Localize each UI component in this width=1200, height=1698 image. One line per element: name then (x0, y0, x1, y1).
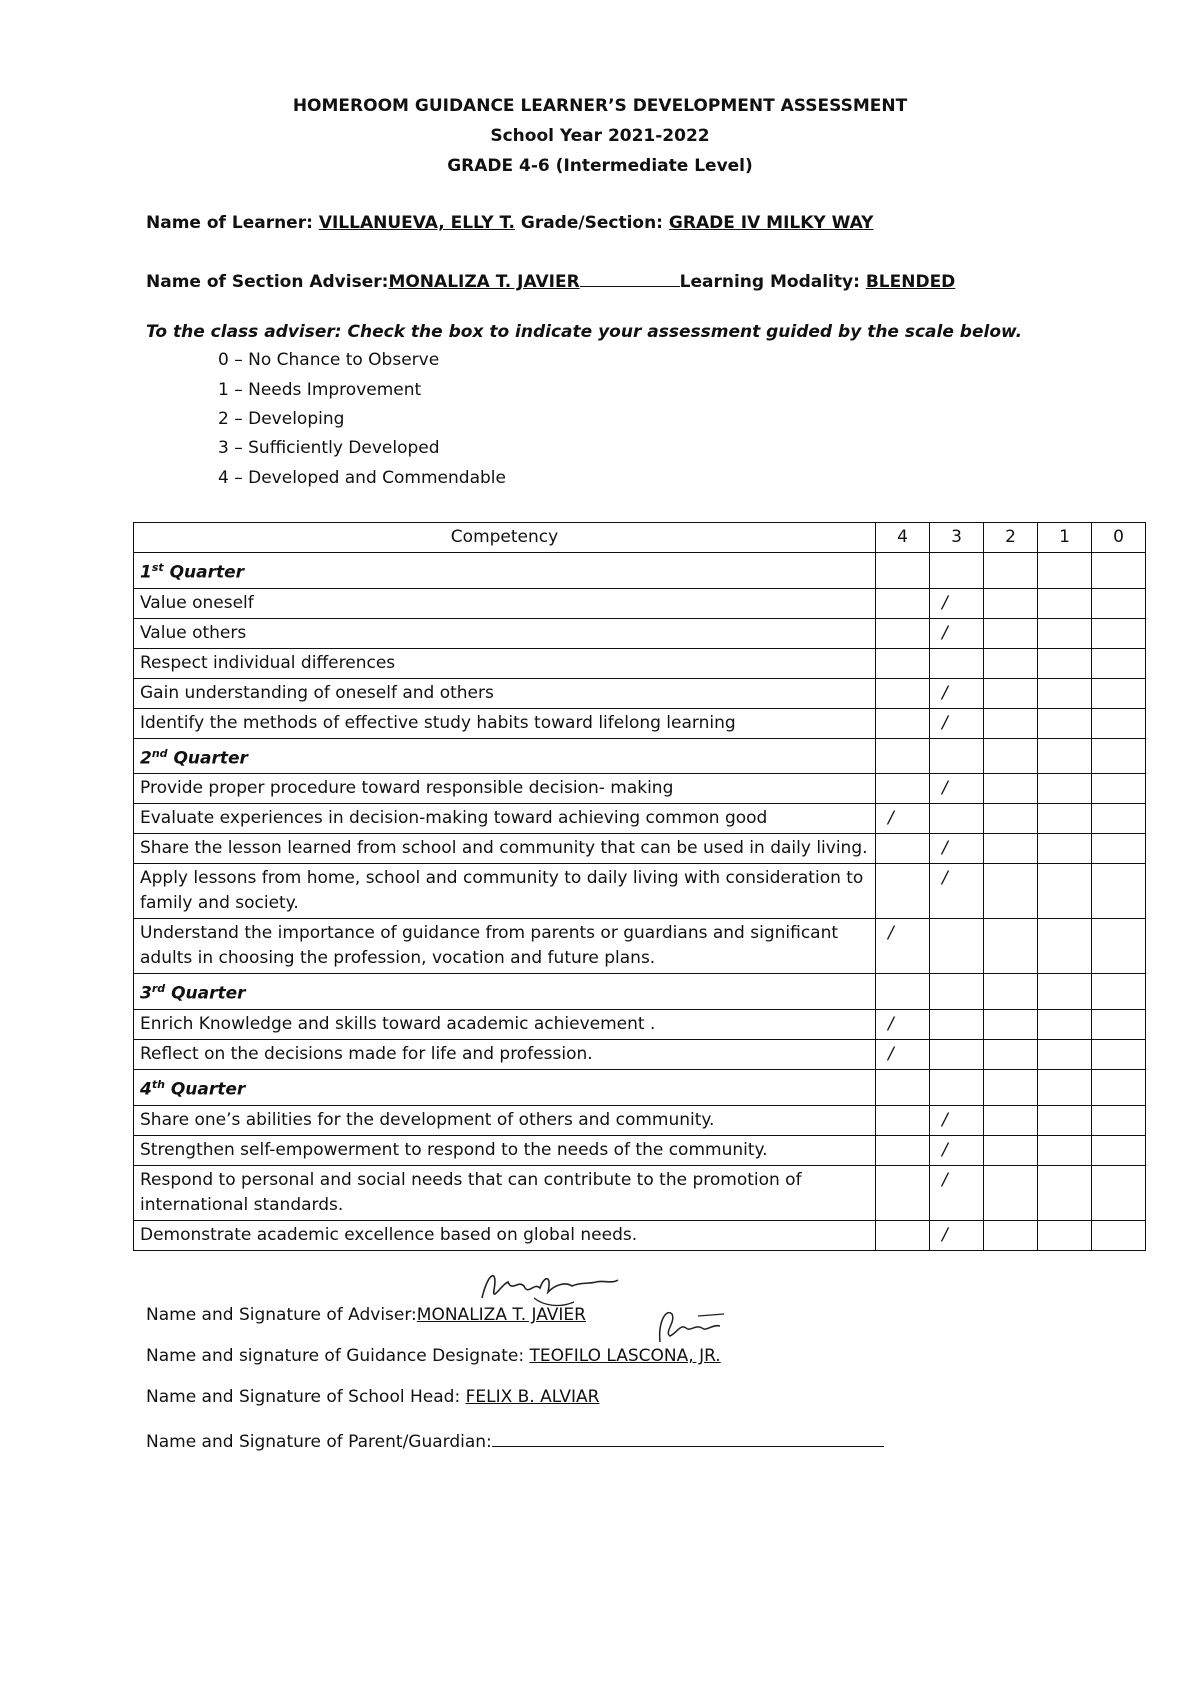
rating-cell-2[interactable] (984, 1009, 1038, 1039)
rating-cell-1[interactable] (1038, 774, 1092, 804)
header-rating-2: 2 (984, 523, 1038, 553)
rating-cell-3[interactable] (930, 708, 984, 738)
table-row (134, 588, 1146, 618)
quarter-row (134, 553, 1146, 589)
parent-signature-label: Name and Signature of Parent/Guardian: (146, 1432, 492, 1452)
parent-signature-line (146, 1428, 884, 1452)
check-mark: / (942, 1224, 948, 1245)
rating-cell-3[interactable] (930, 1039, 984, 1069)
rating-cell-3[interactable] (930, 588, 984, 618)
quarter-number: 2 (140, 748, 152, 769)
competency-cell: Identify the methods of effective study habits toward lifelong learning (134, 708, 876, 738)
rating-cell-0[interactable] (1092, 804, 1146, 834)
competency-cell: Apply lessons from home, school and community to daily living with consideration to family and society. (134, 864, 876, 919)
rating-cell-4[interactable] (876, 804, 930, 834)
competency-cell: Evaluate experiences in decision-making toward achieving common good (134, 804, 876, 834)
school-year: School Year 2021-2022 (490, 126, 710, 146)
quarter-row (134, 974, 1146, 1010)
table-row (134, 648, 1146, 678)
guidance-signature-line (146, 1346, 721, 1366)
rating-cell-1[interactable] (1038, 708, 1092, 738)
rating-cell (984, 553, 1038, 589)
quarter-label (134, 974, 876, 1010)
competency-cell: Respond to personal and social needs that can contribute to the promotion of international standards. (134, 1165, 876, 1220)
rating-cell-0[interactable] (1092, 919, 1146, 974)
rating-cell-3[interactable] (930, 1220, 984, 1250)
scale-item-2: 2 – Developing (218, 409, 345, 429)
learner-name: VILLANUEVA, ELLY T. (318, 213, 515, 233)
header-rating-0: 0 (1092, 523, 1146, 553)
check-mark: / (942, 1139, 948, 1160)
rating-cell-0[interactable] (1092, 588, 1146, 618)
rating-cell (876, 553, 930, 589)
learner-name-label: Name of Learner: (146, 213, 313, 233)
rating-cell-3[interactable] (930, 919, 984, 974)
guidance-signature-image (650, 1302, 730, 1350)
check-mark: / (942, 838, 948, 859)
rating-cell-2[interactable] (984, 648, 1038, 678)
rating-cell (984, 1069, 1038, 1105)
rating-cell-4[interactable] (876, 588, 930, 618)
rating-cell-1[interactable] (1038, 588, 1092, 618)
check-mark: / (942, 682, 948, 703)
header-rating-3: 3 (930, 523, 984, 553)
quarter-number: 3 (140, 983, 152, 1004)
rating-cell-2[interactable] (984, 1135, 1038, 1165)
section-adviser-name: MONALIZA T. JAVIER (388, 272, 580, 292)
rating-cell-4[interactable] (876, 678, 930, 708)
rating-cell-1[interactable] (1038, 834, 1092, 864)
rating-cell-1[interactable] (1038, 1165, 1092, 1220)
rating-cell (1038, 553, 1092, 589)
check-mark: / (942, 622, 948, 643)
rating-cell-2[interactable] (984, 919, 1038, 974)
rating-cell-1[interactable] (1038, 1220, 1092, 1250)
grade-section-label: Grade/Section: (520, 213, 663, 233)
competency-cell: Understand the importance of guidance from parents or guardians and significant adults in choosing the profession, vocation and future plans. (134, 919, 876, 974)
adviser-signature-label: Name and Signature of Adviser: (146, 1305, 417, 1325)
scale-item-3: 3 – Sufficiently Developed (218, 438, 440, 458)
rating-cell-3[interactable] (930, 678, 984, 708)
header-competency: Competency (134, 523, 876, 553)
scale-item-1: 1 – Needs Improvement (218, 380, 422, 400)
rating-cell-2[interactable] (984, 618, 1038, 648)
quarter-row (134, 738, 1146, 774)
quarter-number: 4 (140, 1079, 152, 1100)
head-signature-line (146, 1387, 599, 1407)
table-row (134, 1039, 1146, 1069)
competency-cell: Enrich Knowledge and skills toward academic achievement . (134, 1009, 876, 1039)
rating-cell-4[interactable] (876, 1165, 930, 1220)
table-row (134, 804, 1146, 834)
table-row (134, 708, 1146, 738)
check-mark: / (942, 868, 948, 889)
rating-cell-0[interactable] (1092, 1039, 1146, 1069)
rating-cell (984, 974, 1038, 1010)
rating-cell-3[interactable] (930, 648, 984, 678)
check-mark: / (942, 712, 948, 733)
rating-cell (1038, 1069, 1092, 1105)
instructions: To the class adviser: Check the box to indicate your assessment guided by the scale below. (146, 322, 1023, 342)
rating-cell-4[interactable] (876, 1135, 930, 1165)
table-row (134, 1009, 1146, 1039)
header-rating-4: 4 (876, 523, 930, 553)
rating-cell-3[interactable] (930, 1165, 984, 1220)
rating-cell-4[interactable] (876, 919, 930, 974)
rating-cell (1092, 974, 1146, 1010)
rating-cell (1038, 738, 1092, 774)
competency-cell: Reflect on the decisions made for life and profession. (134, 1039, 876, 1069)
rating-cell-3[interactable] (930, 804, 984, 834)
rating-cell-2[interactable] (984, 588, 1038, 618)
competency-cell: Share the lesson learned from school and community that can be used in daily living. (134, 834, 876, 864)
learner-line (146, 213, 873, 233)
competency-cell: Demonstrate academic excellence based on global needs. (134, 1220, 876, 1250)
rating-cell-0[interactable] (1092, 1009, 1146, 1039)
competency-cell: Respect individual differences (134, 648, 876, 678)
grade-section: GRADE IV MILKY WAY (668, 213, 874, 233)
check-mark: / (888, 1043, 894, 1064)
rating-cell-1[interactable] (1038, 919, 1092, 974)
rating-cell (930, 974, 984, 1010)
quarter-number: 1 (140, 562, 152, 583)
adviser-blank-line (580, 268, 680, 287)
quarter-label (134, 553, 876, 589)
rating-cell-3[interactable] (930, 618, 984, 648)
competency-cell: Share one’s abilities for the development of others and community. (134, 1105, 876, 1135)
rating-cell-2[interactable] (984, 864, 1038, 919)
rating-cell-2[interactable] (984, 678, 1038, 708)
rating-cell-3[interactable] (930, 1009, 984, 1039)
rating-cell-2[interactable] (984, 1039, 1038, 1069)
rating-cell-2[interactable] (984, 774, 1038, 804)
quarter-row (134, 1069, 1146, 1105)
rating-cell-0[interactable] (1092, 1220, 1146, 1250)
rating-cell-3[interactable] (930, 1105, 984, 1135)
rating-cell-4[interactable] (876, 648, 930, 678)
competency-table (133, 522, 1146, 1251)
rating-cell (876, 974, 930, 1010)
guidance-signature-name: TEOFILO LASCONA, JR. (529, 1346, 721, 1366)
rating-cell (1092, 738, 1146, 774)
rating-cell-3[interactable] (930, 834, 984, 864)
rating-cell-4[interactable] (876, 1105, 930, 1135)
quarter-word: Quarter (171, 983, 246, 1004)
head-signature-label: Name and Signature of School Head: (146, 1387, 461, 1407)
table-row (134, 1220, 1146, 1250)
rating-cell-1[interactable] (1038, 864, 1092, 919)
rating-cell-0[interactable] (1092, 1135, 1146, 1165)
rating-cell-2[interactable] (984, 834, 1038, 864)
quarter-word: Quarter (173, 748, 248, 769)
check-mark: / (942, 1109, 948, 1130)
quarter-word: Quarter (169, 562, 245, 583)
rating-cell (930, 553, 984, 589)
quarter-label (134, 738, 876, 774)
learning-modality-label: Learning Modality: (679, 272, 860, 292)
competency-cell: Value others (134, 618, 876, 648)
rating-cell-1[interactable] (1038, 1009, 1092, 1039)
competency-cell: Value oneself (134, 588, 876, 618)
rating-cell-4[interactable] (876, 1009, 930, 1039)
table-row (134, 678, 1146, 708)
head-signature-name: FELIX B. ALVIAR (465, 1387, 600, 1407)
header-rating-1: 1 (1038, 523, 1092, 553)
table-row (134, 834, 1146, 864)
check-mark: / (888, 808, 894, 829)
rating-cell-1[interactable] (1038, 618, 1092, 648)
rating-cell (1038, 974, 1092, 1010)
scale-item-0: 0 – No Chance to Observe (218, 350, 440, 370)
quarter-suffix: st (151, 561, 164, 574)
quarter-suffix: rd (151, 982, 166, 996)
section-adviser-label: Name of Section Adviser: (146, 272, 389, 292)
competency-cell: Gain understanding of oneself and others (134, 678, 876, 708)
adviser-line (146, 268, 955, 292)
rating-cell-1[interactable] (1038, 1039, 1092, 1069)
grade-level: GRADE 4-6 (Intermediate Level) (447, 156, 753, 176)
rating-cell-4[interactable] (876, 1039, 930, 1069)
rating-cell (876, 738, 930, 774)
table-row (134, 919, 1146, 974)
check-mark: / (942, 592, 948, 613)
rating-cell-3[interactable] (930, 1135, 984, 1165)
rating-cell-1[interactable] (1038, 804, 1092, 834)
table-row (134, 1135, 1146, 1165)
quarter-suffix: th (151, 1077, 165, 1091)
rating-cell-4[interactable] (876, 834, 930, 864)
rating-cell-0[interactable] (1092, 678, 1146, 708)
rating-cell-0[interactable] (1092, 1105, 1146, 1135)
rating-cell-0[interactable] (1092, 648, 1146, 678)
parent-signature-blank (492, 1428, 884, 1447)
quarter-word: Quarter (170, 1079, 246, 1100)
guidance-signature-label: Name and signature of Guidance Designate: (146, 1346, 525, 1366)
rating-cell-0[interactable] (1092, 618, 1146, 648)
rating-cell-3[interactable] (930, 864, 984, 919)
check-mark: / (942, 1169, 948, 1190)
table-header-row (134, 523, 1146, 553)
rating-cell-2[interactable] (984, 708, 1038, 738)
quarter-label (134, 1069, 876, 1105)
adviser-signature-name: MONALIZA T. JAVIER (416, 1305, 586, 1325)
rating-cell-2[interactable] (984, 1105, 1038, 1135)
rating-cell-4[interactable] (876, 618, 930, 648)
table-row (134, 618, 1146, 648)
rating-cell (930, 738, 984, 774)
rating-cell (1092, 553, 1146, 589)
rating-cell-1[interactable] (1038, 678, 1092, 708)
scale-item-4: 4 – Developed and Commendable (218, 468, 506, 488)
check-mark: / (888, 1013, 894, 1034)
table-row (134, 1165, 1146, 1220)
rating-cell-2[interactable] (984, 1220, 1038, 1250)
check-mark: / (942, 778, 948, 799)
rating-cell-4[interactable] (876, 708, 930, 738)
rating-cell (984, 738, 1038, 774)
rating-cell-4[interactable] (876, 774, 930, 804)
rating-cell-0[interactable] (1092, 864, 1146, 919)
rating-cell-2[interactable] (984, 804, 1038, 834)
rating-cell (1092, 1069, 1146, 1105)
adviser-signature-line (146, 1305, 586, 1325)
table-row (134, 774, 1146, 804)
document-title: HOMEROOM GUIDANCE LEARNER’S DEVELOPMENT ASSESSMENT (292, 96, 908, 116)
table-row (134, 1105, 1146, 1135)
rating-cell-0[interactable] (1092, 708, 1146, 738)
rating-cell (876, 1069, 930, 1105)
competency-cell: Provide proper procedure toward responsible decision- making (134, 774, 876, 804)
rating-cell-4[interactable] (876, 864, 930, 919)
rating-cell-0[interactable] (1092, 834, 1146, 864)
rating-cell-1[interactable] (1038, 1135, 1092, 1165)
rating-cell-1[interactable] (1038, 1105, 1092, 1135)
rating-cell (930, 1069, 984, 1105)
table-row (134, 864, 1146, 919)
rating-cell-1[interactable] (1038, 648, 1092, 678)
check-mark: / (888, 923, 894, 944)
rating-cell-0[interactable] (1092, 774, 1146, 804)
learning-modality: BLENDED (865, 272, 956, 292)
rating-cell-0[interactable] (1092, 1165, 1146, 1220)
rating-cell-2[interactable] (984, 1165, 1038, 1220)
competency-cell: Strengthen self-empowerment to respond to the needs of the community. (134, 1135, 876, 1165)
rating-cell-4[interactable] (876, 1220, 930, 1250)
rating-cell-3[interactable] (930, 774, 984, 804)
quarter-suffix: nd (151, 746, 168, 760)
